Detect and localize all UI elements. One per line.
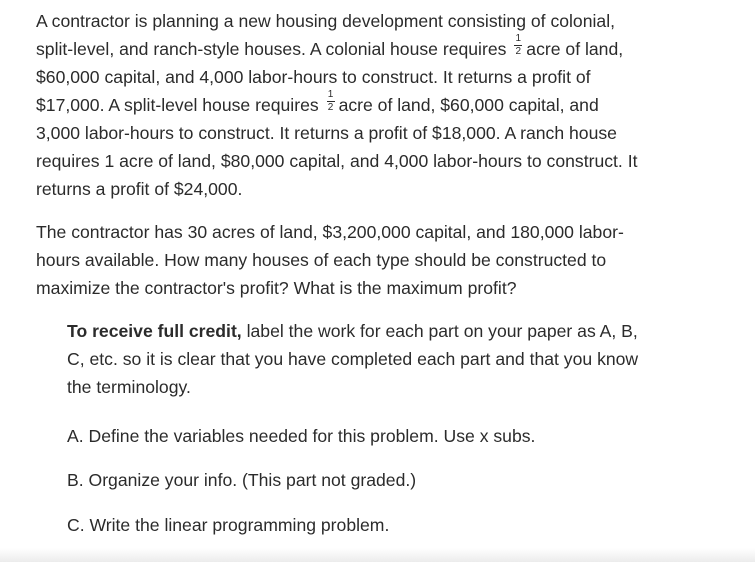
text-segment: split-level, and ranch-style houses. A colonial house requires [36,39,512,59]
question-paragraph [36,218,624,302]
text-line: returns a profit of $24,000. [36,179,243,199]
text-segment: label the work for each part on your paper as A, B, [241,321,638,341]
text-line: The contractor has 30 acres of land, $3,200,000 capital, and 180,000 labor- [36,222,624,242]
text-line: C, etc. so it is clear that you have completed each part and that you know [67,349,639,369]
fraction-numerator: 1 [327,89,334,100]
text-line: the terminology. [67,377,191,397]
part-a: A. Define the variables needed for this problem. Use x subs. [67,426,536,446]
text-segment: $17,000. A split-level house requires [36,95,324,115]
fraction-denominator: 2 [327,102,334,113]
text-line [36,91,638,119]
part-c: C. Write the linear programming problem. [67,515,390,535]
text-line: maximize the contractor's profit? What is the maximum profit? [36,278,517,298]
text-line: requires 1 acre of land, $80,000 capital, and 4,000 labor-hours to construct. It [36,151,638,171]
fraction-numerator: 1 [515,33,522,44]
text-line: hours available. How many houses of each type should be constructed to [36,250,607,270]
text-line [36,35,638,63]
one-half-fraction [513,33,523,58]
bottom-fade [0,548,755,562]
instructions-block [67,317,638,401]
text-line: $60,000 capital, and 4,000 labor-hours to construct. It returns a profit of [36,67,591,87]
problem-statement [36,7,638,203]
fraction-denominator: 2 [515,46,522,57]
part-b: B. Organize your info. (This part not graded.) [67,470,417,490]
bold-lead: To receive full credit, [67,321,242,341]
text-line [67,317,638,345]
text-segment: acre of land, [526,39,624,59]
text-line: A contractor is planning a new housing development consisting of colonial, [36,11,615,31]
one-half-fraction [326,89,336,114]
text-segment: acre of land, $60,000 capital, and [338,95,599,115]
text-line: 3,000 labor-hours to construct. It returns a profit of $18,000. A ranch house [36,123,617,143]
